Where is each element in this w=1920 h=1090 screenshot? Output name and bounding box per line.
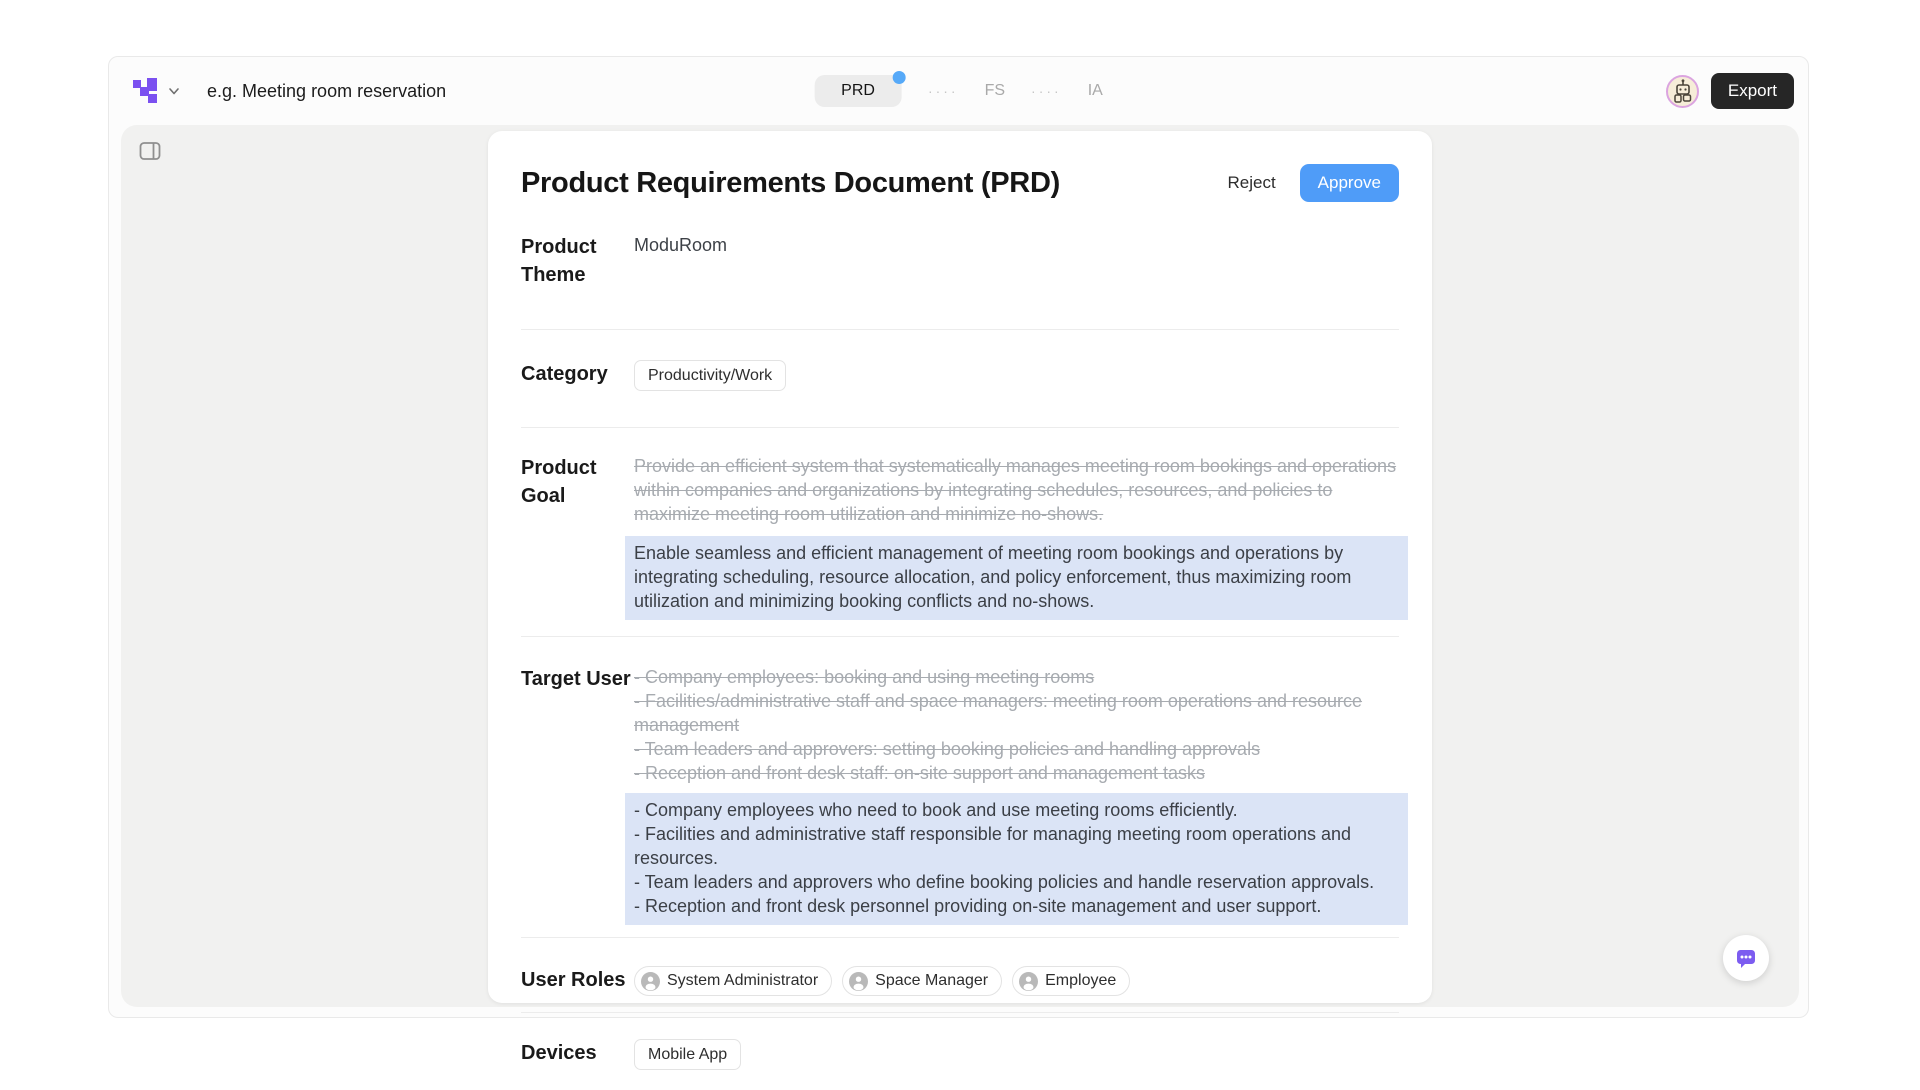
tab-fs[interactable]: FS: [984, 82, 1006, 99]
prd-document-card: [488, 131, 1432, 1064]
avatar[interactable]: [1666, 75, 1699, 108]
product-goal-value[interactable]: [634, 454, 1399, 620]
person-icon: [641, 972, 660, 991]
person-icon: [849, 972, 868, 991]
target-inserted-line: - Facilities and administrative staff responsible for managing meeting room operations and resources.: [634, 824, 1352, 868]
section-label: Target User: [521, 668, 631, 690]
tab-prd[interactable]: [814, 75, 902, 107]
section-product-theme: [521, 201, 1399, 330]
target-deleted-line: - Team leaders and approvers: setting booking policies and handling approvals: [634, 739, 1261, 759]
project-title: e.g. Meeting room reservation: [207, 80, 447, 101]
tab-prd-label: PRD: [841, 82, 875, 99]
device-chip[interactable]: Mobile App: [634, 1039, 741, 1070]
section-label: Product Goal: [521, 457, 597, 507]
target-deleted-line: - Company employees: booking and using meeting rooms: [634, 667, 1095, 687]
target-inserted-line: - Company employees who need to book and use meeting rooms efficiently.: [634, 800, 1238, 820]
role-chip-label: System Administrator: [667, 972, 819, 989]
target-deleted-line: - Facilities/administrative staff and space managers: meeting room operations and resource management: [634, 691, 1363, 735]
category-chip[interactable]: Productivity/Work: [634, 360, 786, 391]
doc-title: Product Requirements Document (PRD): [521, 166, 1060, 199]
role-chip-label: Employee: [1045, 972, 1117, 989]
tab-ia[interactable]: IA: [1087, 82, 1103, 99]
user-roles-value: [634, 966, 1399, 996]
person-icon: [1019, 972, 1038, 991]
tab-separator-dots[interactable]: ····: [927, 83, 959, 99]
role-chip-label: Space Manager: [875, 972, 989, 989]
target-inserted-block: [625, 793, 1408, 925]
target-inserted-line: - Team leaders and approvers who define booking policies and handle reservation approvals.: [634, 872, 1375, 892]
section-product-goal: [521, 428, 1399, 637]
tab-separator-dots[interactable]: ····: [1031, 83, 1062, 99]
section-devices: [521, 1013, 1399, 1090]
target-user-value[interactable]: [634, 665, 1399, 925]
step-tabs: [814, 75, 1103, 107]
section-user-roles: [521, 938, 1399, 1013]
app-window: [108, 56, 1809, 1064]
header-right: [1666, 73, 1794, 109]
role-chip[interactable]: [1012, 966, 1130, 996]
section-label: User Roles: [521, 969, 626, 991]
product-theme-value[interactable]: ModuRoom: [634, 235, 728, 255]
export-button[interactable]: Export: [1711, 73, 1794, 109]
content-panel: [121, 125, 1799, 1064]
reject-button[interactable]: Reject: [1217, 165, 1285, 201]
section-label: Category: [521, 363, 608, 385]
section-target-user: [521, 637, 1399, 938]
category-value: [634, 360, 1399, 391]
role-chip[interactable]: [842, 966, 1002, 996]
role-chip[interactable]: [634, 966, 832, 996]
section-category: [521, 330, 1399, 428]
chat-bubble-icon: [1734, 946, 1758, 970]
section-label: Product Theme: [521, 236, 597, 286]
section-label: Devices: [521, 1042, 597, 1064]
target-inserted-line: - Reception and front desk personnel providing on-site management and user support.: [634, 896, 1322, 916]
notification-dot: [893, 71, 906, 84]
doc-header: [521, 131, 1399, 201]
goal-inserted-text: Enable seamless and efficient management of meeting room bookings and operations by integrating scheduling, resource allocation, and policy enforcement, thus maximizing room utilization and minimizing booking conflicts and no-shows.: [625, 536, 1408, 620]
doc-actions: [1217, 164, 1399, 202]
app-logo-icon: [133, 78, 159, 104]
goal-deleted-text: Provide an efficient system that systematically manages meeting room bookings and operations within companies and organizations by integrating schedules, resources, and policies to maximize meeting room utilization and minimize no-shows.: [634, 456, 1397, 524]
devices-value: [634, 1039, 1399, 1070]
sidebar-toggle-icon[interactable]: [139, 141, 161, 161]
approve-button[interactable]: Approve: [1300, 164, 1399, 202]
brand-menu[interactable]: [133, 78, 181, 104]
chat-fab[interactable]: [1723, 935, 1769, 981]
chevron-down-icon: [167, 84, 181, 98]
target-deleted-line: - Reception and front desk staff: on-site support and management tasks: [634, 763, 1205, 783]
app-header: [109, 57, 1808, 125]
